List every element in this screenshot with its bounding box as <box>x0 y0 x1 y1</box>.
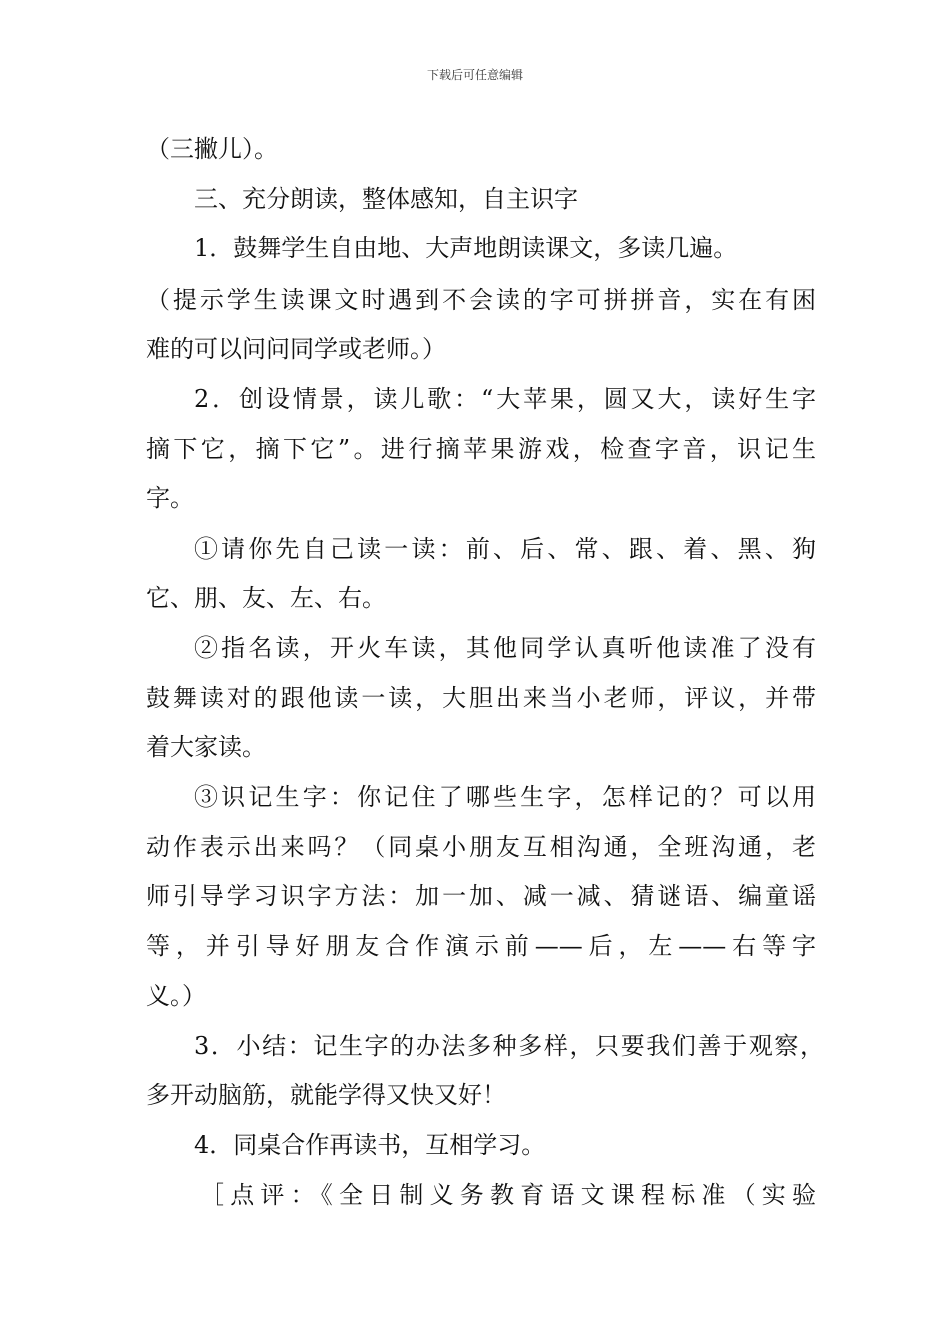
text-line: 多开动脑筋，就能学得又快又好！ <box>146 1081 506 1109</box>
text-line: ［点评：《全日制义务教育语文课程标准（实验 <box>200 1181 816 1209</box>
text-line: 4．同桌合作再读书，互相学习。 <box>194 1131 546 1159</box>
text-line: 1．鼓舞学生自由地、大声地朗读课文，多读几遍。 <box>194 234 738 262</box>
text-line: 2．创设情景，读儿歌：“大苹果，圆又大，读好生字 <box>194 385 816 413</box>
text-line: 师引导学习识字方法：加一加、减一减、猜谜语、编童谣 <box>146 882 816 910</box>
text-line: 字。 <box>146 484 194 512</box>
text-line: 着大家读。 <box>146 733 266 761</box>
text-line: 3．小结：记生字的办法多种多样，只要我们善于观察， <box>194 1032 824 1060</box>
text-line: （提示学生读课文时遇到不会读的字可拼拼音，实在有困 <box>146 286 816 314</box>
text-line: 等，并引导好朋友合作演示前——后，左——右等字 <box>146 932 816 960</box>
section-heading: 三、充分朗读，整体感知，自主识字 <box>194 185 578 213</box>
text-line: 难的可以问问同学或老师。） <box>146 335 446 363</box>
text-line: ③识记生字：你记住了哪些生字，怎样记的？可以用 <box>194 783 816 811</box>
text-line: 动作表示出来吗？（同桌小朋友互相沟通，全班沟通，老 <box>146 833 816 861</box>
text-line: （三撇儿）。 <box>146 135 278 163</box>
page-header: 下载后可任意编辑 <box>426 68 523 82</box>
text-line: ①请你先自己读一读：前、后、常、跟、着、黑、狗 <box>194 535 816 563</box>
text-line: 摘下它，摘下它”。进行摘苹果游戏，检查字音，识记生 <box>146 435 816 463</box>
text-line: 它、朋、友、左、右。 <box>146 584 386 612</box>
text-line: 义。） <box>146 982 206 1010</box>
text-line: 鼓舞读对的跟他读一读，大胆出来当小老师，评议，并带 <box>146 684 816 712</box>
text-line: ②指名读，开火车读，其他同学认真听他读准了没有 <box>194 634 816 662</box>
